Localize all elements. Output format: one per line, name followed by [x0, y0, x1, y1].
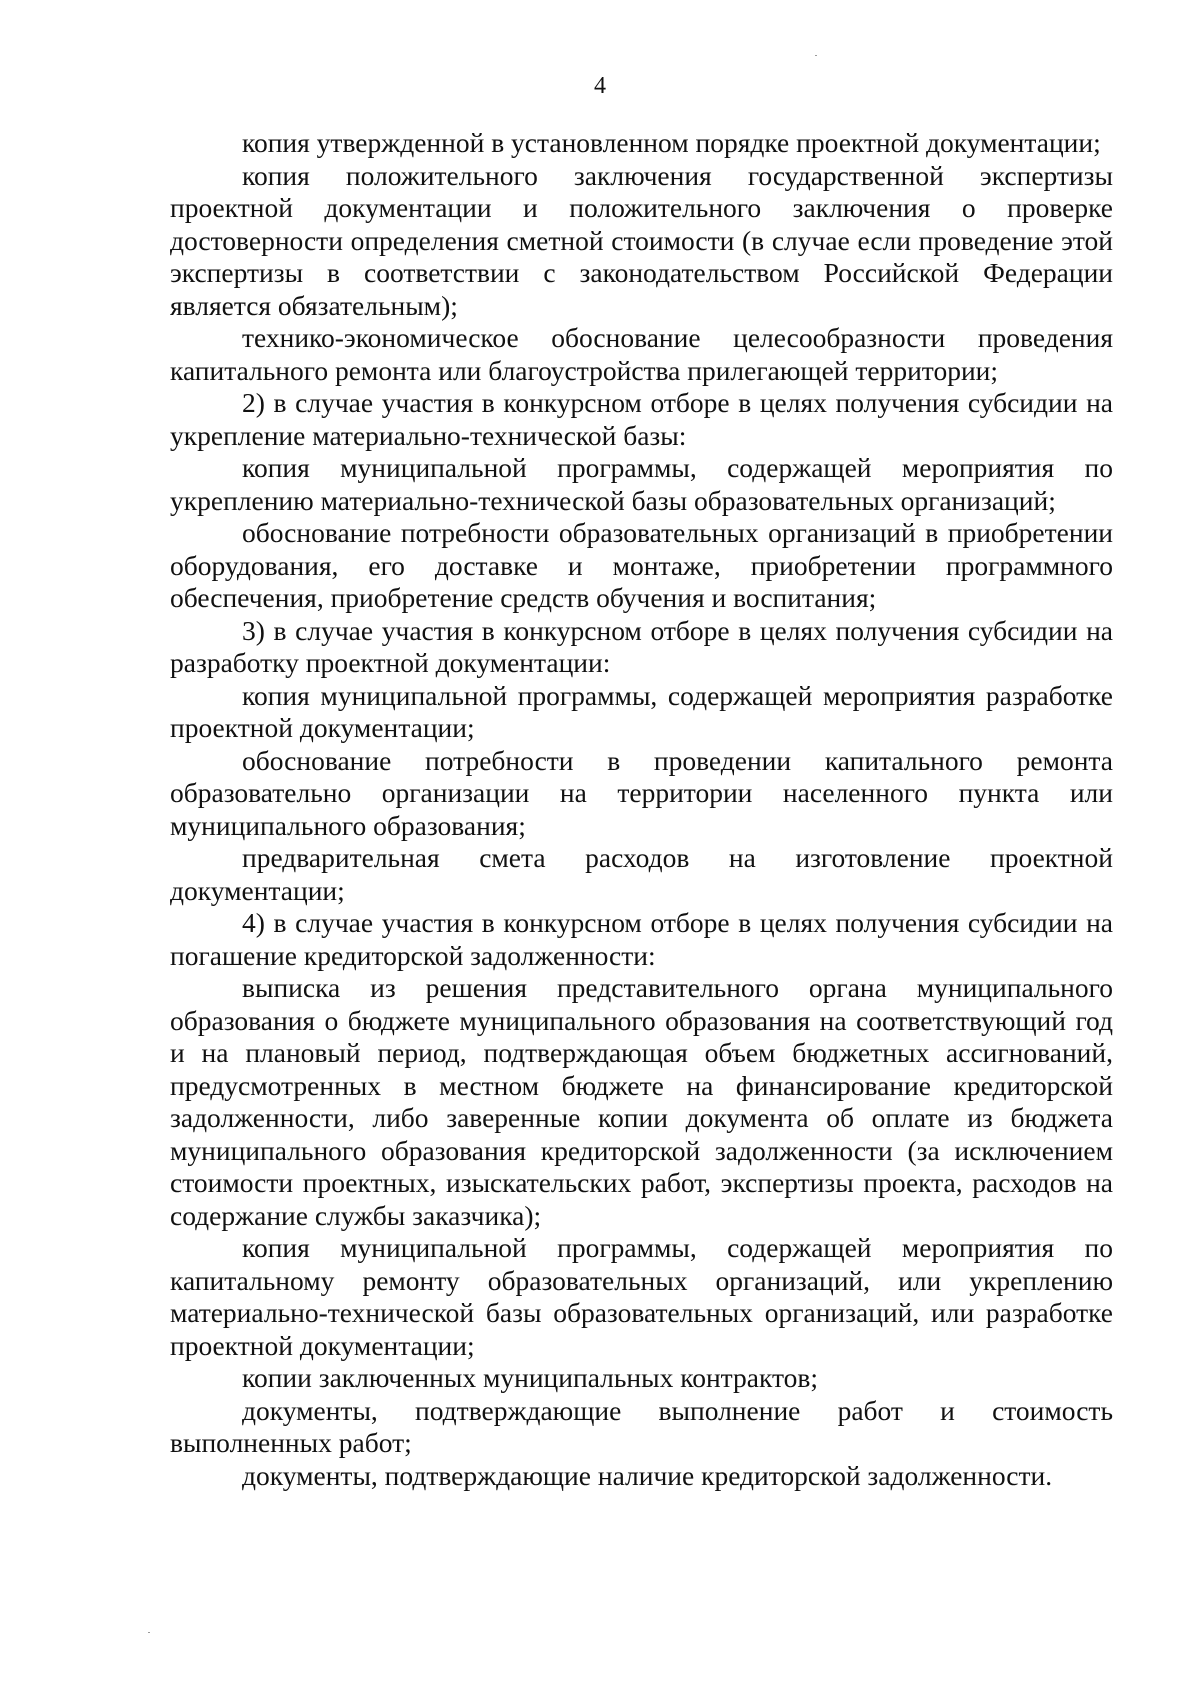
paragraph: копия утвержденной в установленном порядке проектной документации;: [242, 127, 1101, 158]
paragraph: документы, подтверждающие выполнение работ и стоимость выполненных работ;: [170, 1394, 1113, 1458]
paragraph: технико-экономическое обоснование целесообразности проведения капитального ремонта или благоустройства прилегающей территории;: [170, 322, 1113, 386]
paragraph: обоснование потребности образовательных организаций в приобретении оборудования, его доставке и монтаже, приобретении программного обеспечения, приобретение средств обучения и воспитания;: [170, 517, 1113, 613]
paragraph: обоснование потребности в проведении капитального ремонта образовательно организации на территории населенного пункта или муниципального образования;: [170, 744, 1113, 841]
paragraph: документы, подтверждающие наличие кредиторской задолженности.: [242, 1459, 1053, 1491]
paragraph: предварительная смета расходов на изготовление проектной документации;: [170, 842, 1113, 906]
paragraph: 3) в случае участия в конкурсном отборе в целях получения субсидии на разработку проектной документации:: [170, 614, 1113, 678]
page-number: 4: [594, 73, 606, 99]
paragraph: копии заключенных муниципальных контрактов;: [242, 1362, 818, 1393]
scan-speck: [148, 1632, 150, 1633]
scan-speck: [815, 55, 817, 56]
paragraph: 4) в случае участия в конкурсном отборе в целях получения субсидии на погашение кредиторской задолженности:: [170, 907, 1113, 971]
paragraph: 2) в случае участия в конкурсном отборе в целях получения субсидии на укрепление материально-технической базы:: [170, 387, 1113, 451]
paragraph: копия муниципальной программы, содержащей мероприятия по укреплению материально-технической базы образовательных организаций;: [170, 452, 1113, 516]
paragraph: копия муниципальной программы, содержащей мероприятия разработке проектной документации;: [170, 679, 1113, 743]
paragraph: выписка из решения представительного органа муниципального образования о бюджете муниципального образования на соответствующий год и на плановый период, подтверждающая объем бюджетных ассигнований, предусмотренных в местном бюджете на финансирование кредиторской задолженности, либо заверенные копии документа об оплате из бюджета муниципального образования кредиторской задолженности (за исключением стоимости проектных, изыскательских работ, экспертизы проекта, расходов на содержание службы заказчика);: [170, 972, 1113, 1231]
paragraph: копия положительного заключения государственной экспертизы проектной документации и положительного заключения о проверке достоверности определения сметной стоимости (в случае если проведение этой экспертизы в соответствии с законодательством Российской Федерации является обязательным);: [170, 159, 1113, 321]
document-body: [170, 127, 1113, 1492]
paragraph: копия муниципальной программы, содержащей мероприятия по капитальному ремонту образовательных организаций, или укреплению материально-технической базы образовательных организаций, или разработке проектной документации;: [170, 1232, 1113, 1361]
